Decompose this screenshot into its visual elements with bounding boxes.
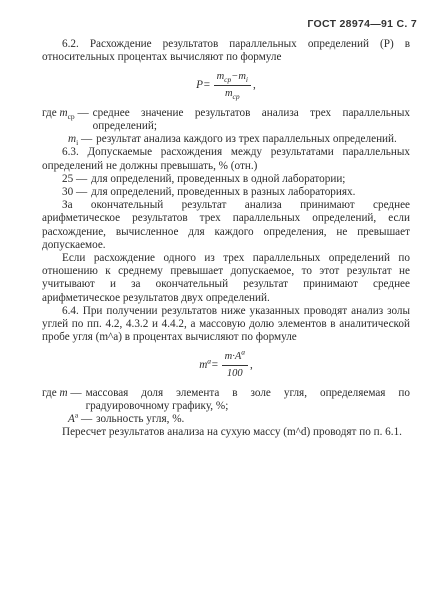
definition-text: результат анализа каждого из трех параллельных определений. — [96, 133, 397, 146]
page-header: ГОСТ 28974—91 С. 7 — [307, 18, 417, 30]
list-item-number: 30 — — [62, 186, 88, 199]
definition-term: $A^a$ — — [68, 410, 93, 426]
list-item — [42, 173, 410, 186]
formula-p-denominator: $m_{ср}$ — [224, 87, 240, 101]
definitions-2 — [42, 387, 410, 427]
formula-ma-fraction — [222, 347, 248, 379]
paragraph-6-2: 6.2. Расхождение результатов параллельных определений (P) в относительных процентах вычисляют по формуле — [42, 38, 410, 64]
formula-p — [42, 70, 410, 99]
list-item-text: для определений, проведенных в разных лабораториях. — [91, 186, 356, 199]
paragraph-exceeds: Если расхождение одного из трех параллельных определений по отношению к среднему превышает допускаемое, то этот результат не учитывают и за окончательный результат принимают среднее арифметическое результатов двух определений. — [42, 252, 410, 304]
definitions-1 — [42, 107, 410, 147]
formula-ma-numerator: $m\cdot A^a$ — [222, 350, 248, 365]
list-item-number: 25 — — [62, 172, 88, 185]
definition-text: среднее значение результатов анализа трех параллельных определений; — [92, 106, 410, 133]
paragraph-recalc: Пересчет результатов анализа на сухую массу (m^d) проводят по п. 6.1. — [62, 426, 402, 439]
definition-term: $m_i$ — — [68, 133, 93, 148]
formula-p-comma: , — [253, 78, 256, 91]
formula-ma-denominator: 100 — [226, 367, 243, 379]
definition-mi — [42, 133, 410, 146]
definition-text: зольность угля, %. — [96, 413, 185, 426]
formula-ma-comma: , — [249, 358, 253, 371]
formula-p-numerator: $m_{ср}-m_i$ — [214, 70, 251, 85]
definition-term: где $m_{ср}$ — — [42, 106, 89, 122]
document-body — [42, 38, 410, 440]
definition-m — [42, 387, 410, 413]
definition-text: массовая доля элемента в золе угля, определяемая по градуировочному графику, %; — [85, 386, 410, 413]
formula-ma-lhs: $m^a=$ — [199, 355, 219, 371]
paragraph-6-3: 6.3. Допускаемые расхождения между результатами параллельных определений не должны превышать, % (отн.) — [42, 146, 410, 172]
definition-aa — [42, 410, 410, 426]
definition-term: где m — — [42, 386, 82, 399]
list-item-text: для определений, проведенных в одной лаборатории; — [91, 172, 346, 185]
formula-p-fraction — [214, 70, 251, 99]
formula-p-lhs: P= — [196, 78, 211, 91]
definition-mcp — [42, 107, 410, 133]
list-item — [42, 186, 410, 199]
paragraph-6-4: 6.4. При получении результатов ниже указанных проводят анализ золы углей по пп. 4.2, 4.3.2 и 4.4.2, а массовую долю элементов в аналитической пробе угля (m^a) в процентах вычисляют по формуле — [42, 304, 410, 344]
paragraph-final-result: За окончательный результат анализа принимают среднее арифметическое результатов трех параллельных определений, если расхождение, вычисленное для каждого определения, не превышает допускаемое. — [42, 199, 410, 251]
formula-ma — [42, 347, 410, 379]
